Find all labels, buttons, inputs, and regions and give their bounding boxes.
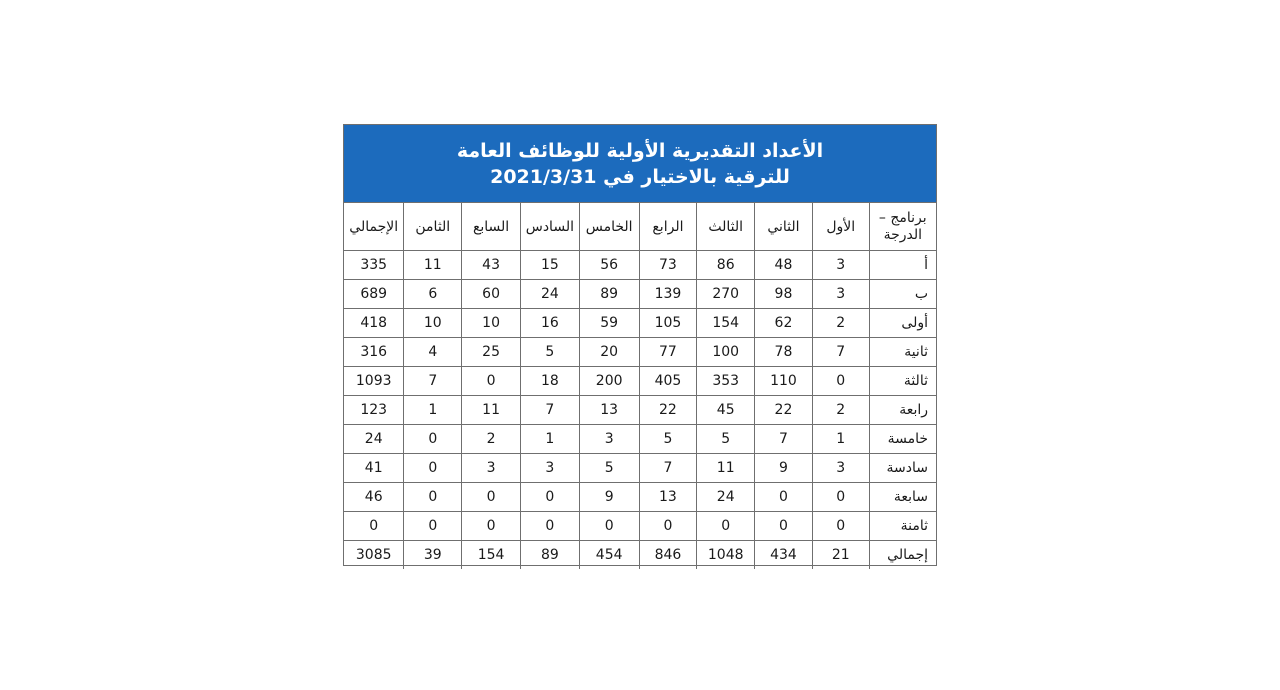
- table-cell: 3: [520, 454, 579, 483]
- table-cell: 3: [812, 280, 869, 309]
- table-cell: 0: [579, 512, 639, 541]
- table-cell: 2: [812, 309, 869, 338]
- table-row: [344, 280, 936, 309]
- header-col-total: الإجمالي: [344, 203, 404, 251]
- table-cell: 2: [462, 425, 521, 454]
- table-cell: 6: [404, 280, 462, 309]
- total-cell: 434: [755, 541, 813, 570]
- table-cell: 1: [404, 396, 462, 425]
- table-cell: 11: [404, 251, 462, 280]
- table-row: [344, 251, 936, 280]
- table-cell: 7: [639, 454, 697, 483]
- promotion-estimates-table: [344, 203, 936, 569]
- table-cell: 4: [404, 338, 462, 367]
- table-cell: 11: [462, 396, 521, 425]
- table-cell: 5: [579, 454, 639, 483]
- table-cell: 100: [697, 338, 755, 367]
- table-cell: 24: [344, 425, 404, 454]
- row-grade-label: أولى: [869, 309, 936, 338]
- table-title-line-1: الأعداد التقديرية الأولية للوظائف العامة: [456, 139, 824, 162]
- table-cell: 0: [520, 483, 579, 512]
- table-cell: 0: [462, 512, 521, 541]
- table-cell: 9: [579, 483, 639, 512]
- row-grade-label: ثامنة: [869, 512, 936, 541]
- row-grade-label: سابعة: [869, 483, 936, 512]
- table-cell: 0: [812, 367, 869, 396]
- table-row: [344, 425, 936, 454]
- table-cell: 3: [462, 454, 521, 483]
- table-cell: 139: [639, 280, 697, 309]
- table-cell: 0: [520, 512, 579, 541]
- table-cell: 22: [755, 396, 813, 425]
- header-col-2: الثاني: [755, 203, 813, 251]
- table-cell: 405: [639, 367, 697, 396]
- promotion-estimates-table-card: [343, 124, 937, 566]
- table-row: [344, 309, 936, 338]
- table-cell: 10: [404, 309, 462, 338]
- total-row-label: إجمالي: [869, 541, 936, 570]
- table-cell: 25: [462, 338, 521, 367]
- table-cell: 0: [755, 512, 813, 541]
- total-cell: 846: [639, 541, 697, 570]
- table-cell: 0: [344, 512, 404, 541]
- table-cell: 5: [639, 425, 697, 454]
- table-cell: 689: [344, 280, 404, 309]
- table-body: [344, 251, 936, 570]
- table-cell: 0: [404, 483, 462, 512]
- table-row: [344, 483, 936, 512]
- table-cell: 41: [344, 454, 404, 483]
- table-cell: 0: [404, 512, 462, 541]
- table-cell: 18: [520, 367, 579, 396]
- table-row: [344, 367, 936, 396]
- table-cell: 56: [579, 251, 639, 280]
- table-cell: 24: [697, 483, 755, 512]
- table-cell: 3: [812, 454, 869, 483]
- table-cell: 7: [520, 396, 579, 425]
- header-col-7: السابع: [462, 203, 521, 251]
- total-cell: 39: [404, 541, 462, 570]
- table-cell: 7: [812, 338, 869, 367]
- table-total-row: [344, 541, 936, 570]
- row-grade-label: ثالثة: [869, 367, 936, 396]
- table-cell: 45: [697, 396, 755, 425]
- table-cell: 7: [755, 425, 813, 454]
- row-grade-label: رابعة: [869, 396, 936, 425]
- table-cell: 5: [520, 338, 579, 367]
- table-cell: 11: [697, 454, 755, 483]
- table-cell: 353: [697, 367, 755, 396]
- row-grade-label: سادسة: [869, 454, 936, 483]
- table-row: [344, 512, 936, 541]
- table-cell: 48: [755, 251, 813, 280]
- table-cell: 59: [579, 309, 639, 338]
- row-grade-label: ب: [869, 280, 936, 309]
- table-cell: 89: [579, 280, 639, 309]
- total-cell: 3085: [344, 541, 404, 570]
- table-row: [344, 396, 936, 425]
- table-cell: 46: [344, 483, 404, 512]
- table-cell: 154: [697, 309, 755, 338]
- table-cell: 98: [755, 280, 813, 309]
- table-row: [344, 338, 936, 367]
- total-cell: 21: [812, 541, 869, 570]
- table-cell: 1093: [344, 367, 404, 396]
- table-cell: 200: [579, 367, 639, 396]
- table-row: [344, 454, 936, 483]
- table-cell: 110: [755, 367, 813, 396]
- table-cell: 3: [812, 251, 869, 280]
- row-grade-label: أ: [869, 251, 936, 280]
- total-cell: 1048: [697, 541, 755, 570]
- table-cell: 0: [812, 512, 869, 541]
- table-cell: 15: [520, 251, 579, 280]
- table-cell: 123: [344, 396, 404, 425]
- table-cell: 20: [579, 338, 639, 367]
- row-grade-label: خامسة: [869, 425, 936, 454]
- table-cell: 78: [755, 338, 813, 367]
- total-cell: 154: [462, 541, 521, 570]
- header-col-4: الرابع: [639, 203, 697, 251]
- table-cell: 62: [755, 309, 813, 338]
- table-cell: 105: [639, 309, 697, 338]
- table-cell: 13: [639, 483, 697, 512]
- header-col-1: الأول: [812, 203, 869, 251]
- total-cell: 89: [520, 541, 579, 570]
- table-cell: 335: [344, 251, 404, 280]
- table-cell: 60: [462, 280, 521, 309]
- table-cell: 0: [639, 512, 697, 541]
- row-grade-label: ثانية: [869, 338, 936, 367]
- table-cell: 2: [812, 396, 869, 425]
- table-cell: 0: [404, 454, 462, 483]
- table-cell: 0: [462, 367, 521, 396]
- table-cell: 86: [697, 251, 755, 280]
- header-col-8: الثامن: [404, 203, 462, 251]
- table-header-row: [344, 203, 936, 251]
- table-cell: 10: [462, 309, 521, 338]
- header-col-3: الثالث: [697, 203, 755, 251]
- table-cell: 9: [755, 454, 813, 483]
- header-program-grade: برنامج – الدرجة: [869, 203, 936, 251]
- table-cell: 13: [579, 396, 639, 425]
- table-cell: 3: [579, 425, 639, 454]
- table-cell: 270: [697, 280, 755, 309]
- table-cell: 0: [697, 512, 755, 541]
- table-title-band: [344, 125, 936, 203]
- table-cell: 0: [755, 483, 813, 512]
- table-cell: 0: [404, 425, 462, 454]
- total-cell: 454: [579, 541, 639, 570]
- table-cell: 0: [462, 483, 521, 512]
- header-col-6: السادس: [520, 203, 579, 251]
- header-col-5: الخامس: [579, 203, 639, 251]
- table-cell: 316: [344, 338, 404, 367]
- table-cell: 24: [520, 280, 579, 309]
- table-cell: 77: [639, 338, 697, 367]
- table-cell: 43: [462, 251, 521, 280]
- table-cell: 418: [344, 309, 404, 338]
- table-cell: 16: [520, 309, 579, 338]
- table-title-line-2: للترقية بالاختيار في 2021/3/31: [490, 165, 790, 188]
- table-cell: 5: [697, 425, 755, 454]
- table-cell: 7: [404, 367, 462, 396]
- table-cell: 73: [639, 251, 697, 280]
- table-cell: 1: [812, 425, 869, 454]
- table-cell: 0: [812, 483, 869, 512]
- table-cell: 22: [639, 396, 697, 425]
- table-cell: 1: [520, 425, 579, 454]
